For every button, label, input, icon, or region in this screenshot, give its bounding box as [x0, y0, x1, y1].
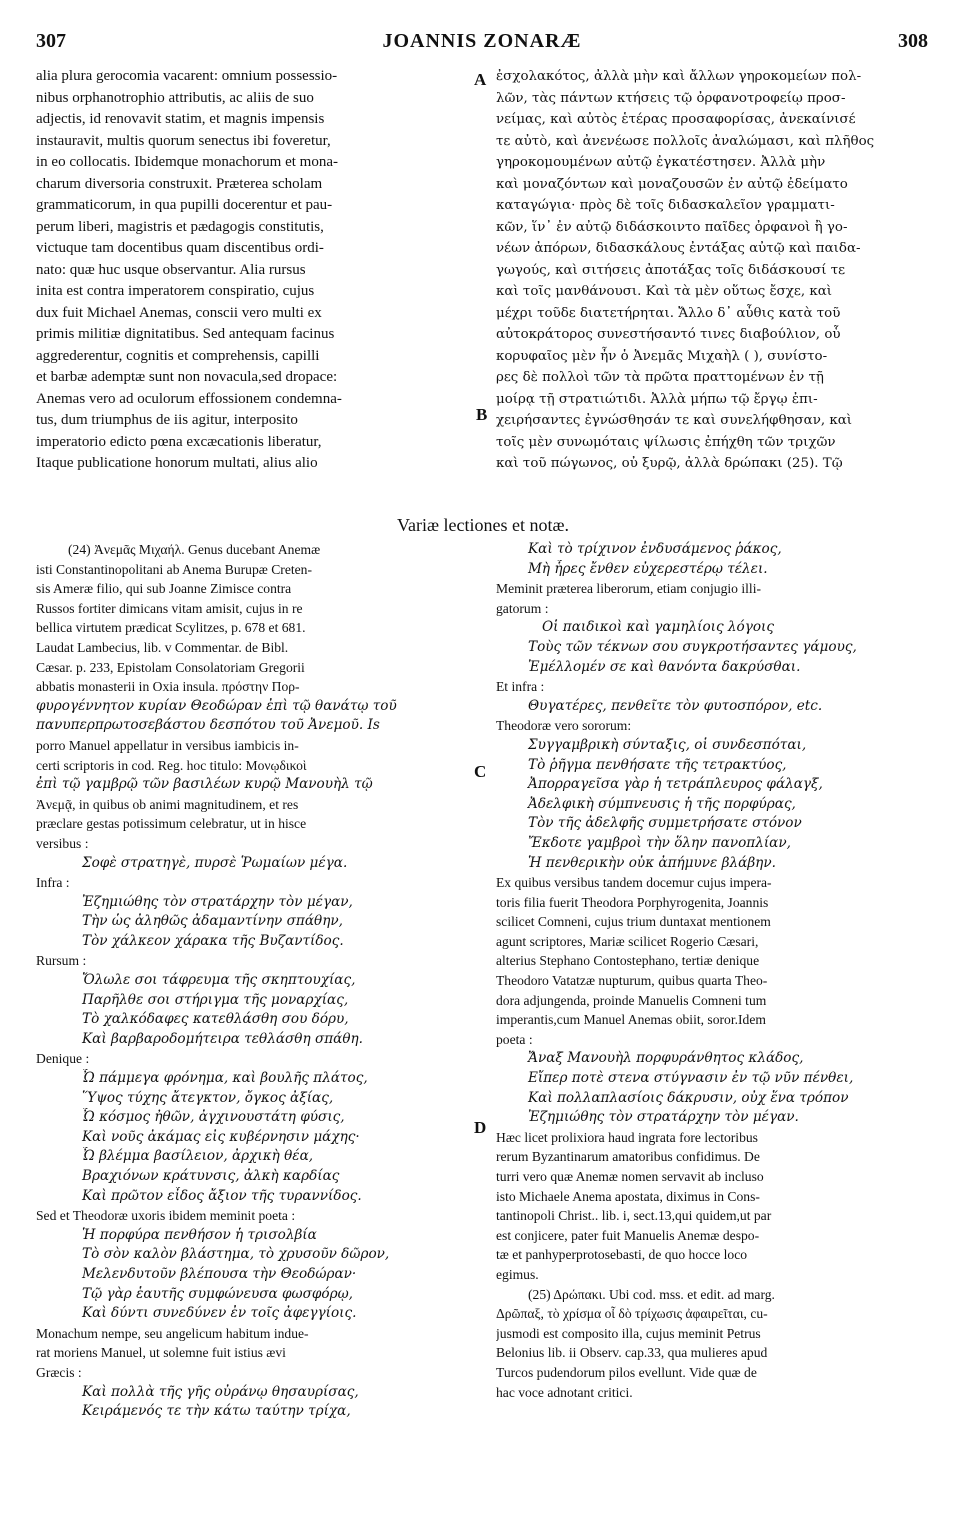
note-line: tæ et panhyperprotosebasti, de quo hocce loco — [496, 1247, 748, 1263]
margin-marker-b: B — [476, 405, 488, 424]
notes-right-column — [496, 540, 932, 1402]
page-number-left: 307 — [36, 30, 66, 52]
note-line: Τὴν ὡς ἀληθῶς ἀδαμαντίνην σπάθην, — [82, 913, 343, 930]
running-title: JOANNIS ZONARÆ — [382, 30, 582, 52]
text-line: γωγούς, καὶ σιτήσεις ἀποτάξας τοῖς διδάσκουσί τε — [496, 262, 846, 278]
text-line: ἐσχολακότος, ἀλλὰ μὴν καὶ ἄλλων γηροκομείων πολ- — [496, 69, 862, 84]
greek-main-column — [496, 66, 932, 475]
text-line: τοῖς μὲν συνωμόταις ψίλωσις ἐπήχθη τῶν τριχῶν — [496, 434, 836, 450]
text-line: αὐτοκράτορος συνεστήσαντό τινες διαβούλιον, οὗ — [496, 327, 841, 342]
note-line: Ὦ κόσμος ἠθῶν, ἀγχινουστάτη φύσις, — [82, 1109, 345, 1126]
text-line: μέχρι τοῦδε διατετήρηται. Ἄλλο δ᾽ αὖθις κατὰ τοῦ — [496, 305, 841, 321]
note-line: Belonius lib. ii Observ. cap.33, qua mulieres apud — [496, 1345, 768, 1361]
note-line: Infra : — [36, 875, 70, 891]
text-line: Itaque publicatione honorum multati, alius alio — [36, 455, 318, 471]
note-line: jusmodi est composito illa, cujus meminit Petrus — [496, 1325, 761, 1341]
note-line: versibus : — [36, 835, 89, 851]
note-line: Monachum nempe, seu angelicum habitum indue- — [36, 1325, 309, 1341]
note-line: isti Constantinopolitani ab Anema Burupæ Creten- — [36, 561, 312, 577]
note-line: Τὸν χάλκεον χάρακα τῆς Βυζαντίδος. — [82, 932, 344, 949]
note-line: Θυγατέρες, πενθεῖτε τὸν φυτοσπόρον, etc. — [528, 697, 823, 714]
text-line: καὶ τοῖς μανθάνουσι. Καὶ τὰ μὲν οὕτως ἔσχε, καὶ — [496, 284, 833, 299]
note-line: Denique : — [36, 1051, 90, 1067]
note-line: Συγγαμβρικὴ σύνταξις, οἱ συνδεσπόται, — [528, 736, 807, 753]
note-line: Καὶ τὸ τρίχινον ἐνδυσάμενος ῥάκος, — [528, 541, 782, 557]
note-line: abbatis monasterii in Oxia insula. πρόστην Πορ- — [36, 679, 300, 695]
notes-left-column — [36, 540, 476, 1422]
note-line: ἐπὶ τῷ γαμβρῷ τῶν βασιλέων κυρῷ Μανουὴλ τῷ — [36, 776, 373, 793]
note-line: Τὸ σὸν καλὸν βλάστημα, τὸ χρυσοῦν δῶρον, — [82, 1246, 390, 1263]
note-line: dora adjungenda, proinde Manuelis Comneni tum — [496, 992, 767, 1008]
text-line: τε αὐτὸ, καὶ ἀνενέωσε πολλοῖς ἀναλώμασι, καὶ πλῆθος — [496, 133, 875, 149]
note-line: tantinopoli Christ.. lib. i, sect.13,qui quidem,ut par — [496, 1208, 772, 1224]
note-line: Ἔκδοτε γαμβροὶ τὴν ὅλην πανοπλίαν, — [528, 834, 791, 851]
text-line: κορυφαῖος μὲν ἦν ὁ Ἀνεμᾶς Μιχαὴλ ( ), συνίστο- — [496, 348, 828, 364]
note-line: alterius Stephano Contostephano, tertiæ denique — [496, 953, 760, 969]
note-line: Τῷ γὰρ ἑαυτῆς συμφώνευσα φωσφόρῳ, — [82, 1285, 353, 1302]
note-line: Παρῆλθε σοι στήριγμα τῆς μοναρχίας, — [82, 991, 349, 1008]
text-line: νέων ἀπόρων, διδασκάλους ἐντάξας αὐτῷ καὶ παιδα- — [496, 241, 861, 256]
note-line: Ὄλωλε σοι τάφρευμα τῆς σκηπτουχίας, — [82, 972, 356, 989]
text-line: grammaticorum, in qua pupilli docerentur et pau- — [36, 197, 333, 213]
note-line: præclare gestas potissimum celebratur, ut in hisce — [36, 816, 307, 832]
note-line: isto Michaele Anema apostata, diximus in Cons- — [496, 1188, 760, 1204]
note-line: Μὴ ἧρες ἔνθεν εὐχερεστέρῳ τέλει. — [528, 560, 768, 577]
latin-main-column — [36, 66, 468, 475]
note-line: egimus. — [496, 1266, 539, 1282]
note-line: Ἄναξ Μανουὴλ πορφυράνθητος κλάδος, — [528, 1050, 804, 1067]
text-line: inita est contra imperatorem conspiratio, cujus — [36, 283, 315, 299]
note-line: Ἐμέλλομέν σε καὶ θανόντα δακρύσθαι. — [528, 658, 801, 675]
note-line: bellica virtutem prædicat Scylitzes, p. 678 et 681. — [36, 620, 306, 636]
text-line: καταγώγια· πρὸς δὲ τοῖς διδασκαλεῖον γραμματι- — [496, 198, 835, 213]
text-line: μοίρᾳ τῇ στρατιώτιδι. Ἀλλὰ μήπω τῷ ἔργῳ ἐπι- — [496, 391, 818, 407]
text-line: alia plura gerocomia vacarent: omnium possessio- — [36, 68, 338, 84]
text-line: νείμας, καὶ αὐτὸς ἑτέρας προσαφορίσας, ἀνεκαίνισέ — [496, 112, 856, 127]
note-line: φυρογέννητον κυρίαν Θεοδώραν ἐπὶ τῷ θανάτῳ τοῦ — [36, 697, 397, 714]
note-line: (24) Ἀνεμᾶς Μιχαήλ. Genus ducebant Anemæ — [68, 542, 321, 557]
text-line: in eo collocatis. Ibidemque monachorum et mona- — [36, 154, 338, 170]
text-line: καὶ τοῦ πώγωνος, οὐ ξυρῷ, ἀλλὰ δρώπακι (25). Τῷ — [496, 456, 843, 471]
text-line: nibus orphanotrophio attributis, ac aliis de suo — [36, 89, 314, 106]
note-line: sis Ameræ filio, qui sub Joanne Zimisce contra — [36, 581, 292, 597]
text-line: κῶν, ἵν᾽ ἐν αὐτῷ διδάσκοιντο παῖδες ὀρφανοὶ ἢ γο- — [496, 219, 848, 235]
note-line: Ἀπορραγεῖσα γὰρ ἡ τετράπλευρος φάλαγξ, — [528, 776, 823, 793]
note-line: Ἀνεμᾷ, in quibus ob animi magnitudinem, et res — [36, 796, 299, 812]
text-line: λῶν, τὰς πάντων κτήσεις τῷ ὀρφανοτροφείῳ προσ- — [496, 90, 846, 106]
note-line: agunt scriptores, Mariæ scilicet Rogerio Cæsari, — [496, 933, 759, 949]
note-line: Russos fortiter dimicans vitam amisit, cujus in re — [36, 600, 303, 616]
text-line: ρες δὲ πολλοὶ τῶν τὰ πρῶτα πραττομένων ἐν τῇ — [496, 370, 824, 385]
note-line: Βραχιόνων κράτυνσις, ἀλκὴ καρδίας — [82, 1168, 340, 1184]
note-line: Δρῶπαξ, τὸ χρίσμα οἷ δὸ τρίχωσις ἀφαιρεῖται, cu- — [496, 1306, 768, 1322]
note-line: Sed et Theodoræ uxoris ibidem meminit poeta : — [36, 1208, 296, 1224]
note-line: Meminit præterea liberorum, etiam conjugio illi- — [496, 581, 762, 597]
note-line: Ex quibus versibus tandem docemur cujus impera- — [496, 875, 772, 891]
note-line: Μελενδυτοῦν βλέπουσα τὴν Θεοδώραν· — [82, 1265, 357, 1282]
text-line: καὶ μοναζόντων καὶ μοναζουσῶν ἐν αὐτῷ ἐδείματο — [496, 176, 848, 192]
note-line: Καὶ πολλὰ τῆς γῆς οὐράνῳ θησαυρίσας, — [82, 1383, 359, 1400]
margin-marker-a: A — [474, 70, 487, 89]
note-line: Theodoro Vatatzæ nupturum, quibus quarta Theo- — [496, 973, 768, 989]
note-line: turri vero quæ Anemæ nomen servavit ab incluso — [496, 1169, 764, 1184]
note-line: Καὶ δύντι συνεδύνεν ἐν τοῖς ἀφεγγίοις. — [82, 1305, 357, 1322]
note-line: rat moriens Manuel, ut solemne fuit istius ævi — [36, 1345, 286, 1361]
text-line: adjectis, id renovavit statim, et magnis impensis — [36, 111, 325, 127]
text-line: χειρήσαντες ἐγνώσθησάν τε καὶ συνελήφθησαν, καὶ — [496, 413, 853, 428]
note-line: gatorum : — [496, 600, 549, 616]
note-line: Εἴπερ ποτὲ στενα στύγνασιν ἐν τῷ νῦν πένθει, — [528, 1070, 854, 1087]
text-line: perum liberi, magistris et pædagogis constitutis, — [36, 218, 324, 235]
note-line: Ἡ πενθερικὴν οὐκ ἀπήμυνε βλάβην. — [528, 854, 776, 871]
margin-marker-c: C — [474, 762, 487, 781]
note-line: Καὶ νοῦς ἀκάμας εἰς κυβέρνησιν μάχης· — [82, 1128, 360, 1145]
note-line: Καὶ πρῶτον εἶδος ἄξιον τῆς τυραννίδος. — [82, 1187, 362, 1204]
note-line: Τοὺς τῶν τέκνων σου συγκροτήσαντες γάμους, — [528, 638, 857, 655]
section-title: Variæ lectiones et notæ. — [397, 515, 569, 535]
note-line: poeta : — [496, 1031, 533, 1047]
note-line: toris filia fuerit Theodora Porphyrogenita, Joannis — [496, 894, 769, 910]
note-line: porro Manuel appellatur in versibus iambicis in- — [36, 737, 299, 753]
text-line: primis militiæ dignitatibus. Sed antequam facinus — [36, 326, 335, 342]
note-line: Καὶ πολλαπλασίοις δάκρυσιν, οὐχ ἕνα τρόπον — [528, 1089, 849, 1106]
note-line: certi scriptoris in cod. Reg. hoc titulo: Μονῳδικοὶ — [36, 757, 307, 773]
note-line: Ἐζημιώθης τὸν στρατάρχην τὸν μέγαν. — [528, 1109, 799, 1126]
text-line: dux fuit Michael Anemas, conscii vero multi ex — [36, 304, 322, 321]
note-line: hac voce adnotant critici. — [496, 1384, 633, 1400]
note-line: Rursum : — [36, 953, 87, 969]
note-line: Οἱ παιδικοὶ καὶ γαμηλίοις λόγοις — [542, 619, 774, 636]
note-line: (25) Δρώπακι. Ubi cod. mss. et edit. ad marg. — [528, 1286, 775, 1302]
text-line: charum diversoria construxit. Præterea scholam — [36, 175, 323, 192]
text-line: et barbæ ademptæ sunt non novacula,sed dropace: — [36, 369, 338, 385]
note-line: Græcis : — [36, 1364, 82, 1380]
text-line: tus, dum triumphus de iis agitur, interposito — [36, 412, 298, 428]
note-line: Cæsar. p. 233, Epistolam Consolatoriam Gregorii — [36, 659, 305, 675]
page-header — [36, 30, 928, 58]
text-line: instauravit, multis quorum senectus ibi foveretur, — [36, 132, 331, 149]
note-line: Ὕψος τύχης ἄτεγκτον, ὄγκος ἀξίας, — [82, 1089, 334, 1106]
note-line: Ἐζημιώθης τὸν στρατάρχην τὸν μέγαν, — [82, 893, 353, 910]
note-line: Τὸ ῥῆγμα πενθήσατε τῆς τετρακτύος, — [528, 756, 787, 773]
note-line: Τὸν τῆς ἀδελφῆς συμμετρήσατε στόνον — [528, 815, 802, 832]
note-line: Κειράμενός τε τὴν κάτω ταύτην τρίχα, — [82, 1403, 351, 1420]
note-line: πανυπερπρωτοσεβάστου δεσπότου τοῦ Ἀνεμοῦ. Is — [36, 717, 380, 734]
note-line: Laudat Lambecius, lib. v Commentar. de Bibl. — [36, 639, 289, 655]
note-line: Τὸ χαλκόδαφες κατεθλάσθη σου δόρυ, — [82, 1011, 349, 1028]
note-line: scilicet Comneni, cujus trium duntaxat mentionem — [496, 914, 771, 930]
note-line: Turcos pudendorum pilos evellunt. Vide quæ de — [496, 1364, 757, 1380]
note-line: Ἡ πορφύρα πενθήσον ἡ τρισολβία — [82, 1226, 317, 1243]
note-line: Et infra : — [496, 679, 545, 695]
note-line: Ὦ βλέμμα βασίλειον, ἀρχικὴ θέα, — [82, 1148, 314, 1165]
note-line: Hæc licet prolixiora haud ingrata fore lectoribus — [496, 1129, 758, 1145]
note-line: Ὦ πάμμεγα φρόνημα, καὶ βουλῆς πλάτος, — [82, 1070, 368, 1087]
note-line: Καὶ βαρβαροδομήτειρα τεθλάσθη σπάθη. — [82, 1030, 363, 1047]
note-line: Theodoræ vero sororum: — [496, 718, 632, 734]
note-line: Σοφὲ στρατηγὲ, πυρσὲ Ῥωμαίων μέγα. — [82, 854, 348, 871]
note-line: imperantis,cum Manuel Anemas obiit, soror.Idem — [496, 1012, 766, 1028]
note-line: Ἀδελφικὴ σύμπνευσις ἡ τῆς πορφύρας, — [528, 795, 796, 812]
text-line: Anemas vero ad oculorum effossionem condemna- — [36, 390, 342, 407]
note-line: est conjicere, pater fuit Manuelis Anemæ despo- — [496, 1227, 760, 1243]
text-line: victuque tam docentibus quam discentibus ordi- — [36, 240, 324, 256]
note-line: rerum Byzantinarum amatoribus confidimus. De — [496, 1149, 760, 1165]
text-line: γηροκομουμένων αὐτῷ ἐγκατέστησεν. Ἀλλὰ μὴν — [496, 155, 826, 170]
text-line: nato: quæ huc usque observantur. Alia rursus — [36, 261, 306, 278]
text-line: imperatorio edicto pœna excæcationis liberatur, — [36, 433, 322, 450]
page-number-right: 308 — [898, 30, 928, 52]
text-line: aggrederentur, cognitis et comprehensis, capilli — [36, 347, 320, 364]
margin-marker-d: D — [474, 1118, 487, 1137]
